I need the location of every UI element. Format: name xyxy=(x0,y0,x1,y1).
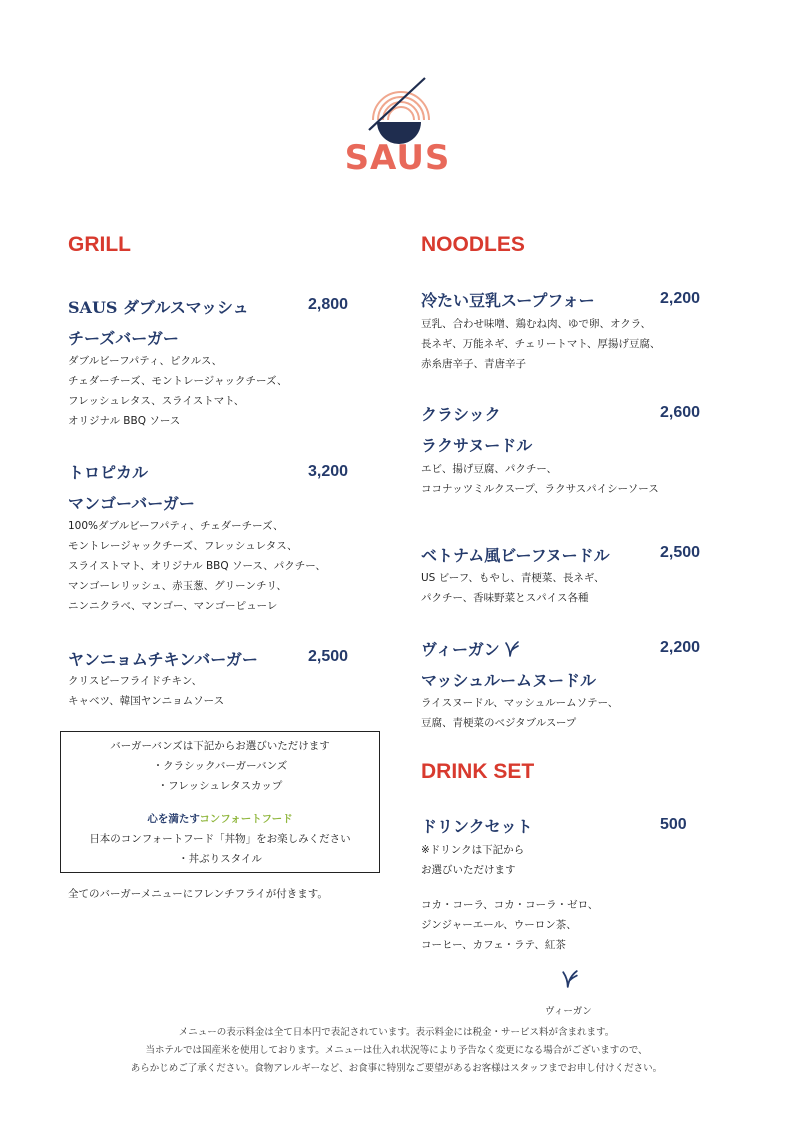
desc-line: 長ネギ、万能ネギ、チェリートマト、厚揚げ豆腐、 xyxy=(421,338,661,350)
section-title-drink-set: DRINK SET xyxy=(421,760,535,783)
item-name-line2: チーズバーガー xyxy=(68,329,179,348)
desc-line: エビ、揚げ豆腐、パクチー、 xyxy=(421,463,557,475)
desc-line: ※ドリンクは下記から xyxy=(421,844,525,856)
item-name: 冷たい豆乳スープフォー xyxy=(421,291,595,310)
desc-line: ライスヌードル、マッシュルームソテー、 xyxy=(421,697,619,709)
box-line: バーガーバンズは下記からお選びいただけます xyxy=(110,740,330,752)
vegan-leaf-icon xyxy=(562,970,578,992)
item-description xyxy=(421,840,524,880)
item-name: ヴィーガン xyxy=(421,640,500,659)
item-price: 2,200 xyxy=(660,290,701,307)
item-name-with-vegan-mark xyxy=(421,637,519,661)
item-name: トロピカル xyxy=(68,463,149,482)
box-line: ・フレッシュレタスカップ xyxy=(157,780,283,792)
desc-line: US ビーフ、もやし、青梗菜、長ネギ、 xyxy=(421,572,605,584)
item-description xyxy=(421,568,604,608)
footer-line: メニューの表示料金は全て日本円で表記されています。表示料金には税金・サービス料が含まれます。 xyxy=(178,1027,615,1038)
desc-line: スライストマト、オリジナル BBQ ソース、パクチー、 xyxy=(68,560,326,572)
item-name: クラシック xyxy=(421,405,501,424)
footer-line: あらかじめご了承ください。食物アレルギーなど、お食事に特別なご要望があるお客様はスタッフまでお申し付けください。 xyxy=(130,1063,663,1074)
comfort-heading-part: 心を満たす xyxy=(147,813,200,825)
brand-name: SAUS xyxy=(344,138,451,178)
item-description xyxy=(68,671,224,711)
item-price: 2,500 xyxy=(660,544,701,561)
item-name-line2: マッシュルームヌードル xyxy=(421,671,597,690)
desc-line: 豆腐、青梗菜のベジタブルスープ xyxy=(421,717,577,729)
item-name: ヤンニョムチキンバーガー xyxy=(68,650,258,669)
item-price: 2,800 xyxy=(308,296,349,313)
box-line: ・丼ぶりスタイル xyxy=(178,853,262,865)
desc-line: 豆乳、合わせ味噌、鶏むね肉、ゆで卵、オクラ、 xyxy=(421,318,651,330)
desc-line: コカ・コーラ、コカ・コーラ・ゼロ、 xyxy=(421,899,599,911)
desc-line: コーヒー、カフェ・ラテ、紅茶 xyxy=(421,939,566,951)
desc-line: パクチー、香味野菜とスパイス各種 xyxy=(421,592,589,604)
desc-line: フレッシュレタス、スライストマト、 xyxy=(68,395,245,407)
desc-line: キャベツ、韓国ヤンニョムソース xyxy=(68,695,225,707)
drink-options xyxy=(421,895,598,955)
item-description xyxy=(421,459,659,499)
desc-line: クリスピーフライドチキン、 xyxy=(68,675,203,687)
desc-line: マンゴーレリッシュ、赤玉葱、グリーンチリ、 xyxy=(68,580,287,592)
section-title-noodles: NOODLES xyxy=(421,233,525,256)
desc-line: ココナッツミルクスープ、ラクサスパイシーソース xyxy=(421,483,659,495)
item-price: 3,200 xyxy=(308,463,349,480)
item-name: ドリンクセット xyxy=(421,817,533,836)
item-price: 2,500 xyxy=(308,648,349,665)
comfort-heading-highlight: コンフォートフード xyxy=(199,813,293,825)
item-description xyxy=(421,693,618,733)
item-description xyxy=(421,314,660,374)
item-price: 2,600 xyxy=(660,404,701,421)
desc-line: ジンジャーエール、ウーロン茶、 xyxy=(421,919,577,931)
vegan-leaf-icon xyxy=(505,641,519,661)
desc-line: ニンニクラベ、マンゴー、マンゴーピューレ xyxy=(68,600,278,612)
vegan-legend-label: ヴィーガン xyxy=(545,1006,592,1017)
item-name: ベトナム風ビーフヌードル xyxy=(421,546,610,565)
footer-line: 当ホテルでは国産米を使用しております。メニューは仕入れ状況等により予告なく変更になる場合がございますので、 xyxy=(145,1045,648,1056)
desc-line: モントレージャックチーズ、フレッシュレタス、 xyxy=(68,540,298,552)
box-line: ・クラシックバーガーバンズ xyxy=(152,760,288,772)
item-description xyxy=(68,351,287,431)
desc-line: 赤糸唐辛子、青唐辛子 xyxy=(421,358,526,370)
desc-line: チェダーチーズ、モントレージャックチーズ、 xyxy=(68,375,288,387)
bun-options-box xyxy=(60,731,380,873)
comfort-food-heading xyxy=(61,811,379,826)
box-line: 日本のコンフォートフード「丼物」をお楽しみください xyxy=(89,833,351,845)
item-price: 500 xyxy=(660,816,687,833)
desc-line: 100%ダブルビーフパティ、チェダーチーズ、 xyxy=(68,520,284,532)
desc-line: お選びいただけます xyxy=(421,864,516,876)
desc-line: オリジナル BBQ ソース xyxy=(68,415,181,427)
item-price: 2,200 xyxy=(660,639,701,656)
item-name-line2: マンゴーバーガー xyxy=(68,494,195,513)
item-description xyxy=(68,516,326,616)
item-name: SAUS ダブルスマッシュ xyxy=(68,298,249,317)
item-name-line2: ラクサヌードル xyxy=(421,436,533,455)
section-title-grill: GRILL xyxy=(68,233,131,256)
fries-note: 全てのバーガーメニューにフレンチフライが付きます。 xyxy=(68,888,328,900)
desc-line: ダブルビーフパティ、ピクルス、 xyxy=(68,355,223,367)
